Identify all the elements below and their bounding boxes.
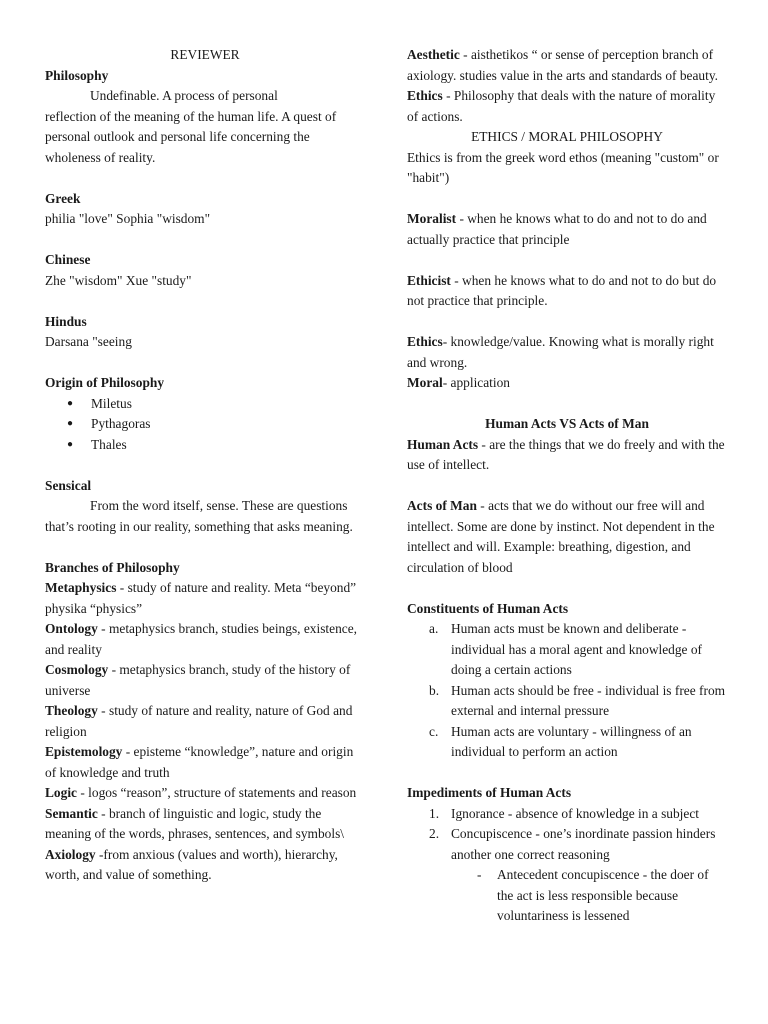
sensical-text: From the word itself, sense. These are questions that’s rooting in our reality, something that asks meaning. <box>45 498 353 534</box>
ethicist-entry: Ethicist - when he knows what to do and not to do but do not practice that principle. <box>407 272 717 308</box>
greek-heading: Greek <box>45 190 81 206</box>
branch-item: Axiology -from anxious (values and worth), hierarchy, worth, and value of something. <box>45 846 338 882</box>
greek-text: philia "love" Sophia "wisdom" <box>45 211 211 226</box>
list-item: c. Human acts are voluntary - willingness of an individual to perform an action <box>429 723 692 759</box>
branch-item: Logic - logos “reason”, structure of statements and reason <box>45 785 357 800</box>
human-acts-entry: Human Acts - are the things that we do freely and with the use of intellect. <box>407 436 725 472</box>
list-item: ● Pythagoras <box>45 414 365 435</box>
list-item: 1. Ignorance - absence of knowledge in a subject <box>429 805 699 821</box>
acts-title: Human Acts VS Acts of Man <box>485 416 649 431</box>
branch-item: Ontology - metaphysics branch, studies beings, existence, and reality <box>45 621 358 657</box>
constituents-heading: Constituents of Human Acts <box>407 600 569 616</box>
branch-item: Epistemology - episteme “knowledge”, nature and origin of knowledge and truth <box>45 744 354 780</box>
branch-item: Semantic - branch of linguistic and logic, study the meaning of the words, phrases, sentences, and symbols\ <box>45 805 344 841</box>
document-title: REVIEWER <box>170 47 240 62</box>
impediments-heading: Impediments of Human Acts <box>407 785 572 800</box>
list-item: a. Human acts must be known and deliberate - individual has a moral agent and knowledge of doing a certain actions <box>429 621 703 677</box>
list-item: ● Thales <box>45 435 365 456</box>
hindus-heading: Hindus <box>45 313 87 329</box>
branch-item: Metaphysics - study of nature and reality. Meta “beyond” physika “physics” <box>45 580 357 616</box>
branch-item: Cosmology - metaphysics branch, study of the history of universe <box>45 662 351 698</box>
bullet: ● <box>67 418 74 429</box>
hindus-text: Darsana "seeing <box>45 334 132 349</box>
branch-item: Theology - study of nature and reality, nature of God and religion <box>45 703 353 739</box>
moral-entry: Moral- application <box>407 375 511 390</box>
list-item: b. Human acts should be free - individual is free from external and internal pressure <box>429 682 726 718</box>
ethics-origin: Ethics is from the greek word ethos (meaning "custom" or "habit") <box>407 149 719 185</box>
chinese-heading: Chinese <box>45 252 91 267</box>
ethics-title: ETHICS / MORAL PHILOSOPHY <box>471 129 663 144</box>
chinese-text: Zhe "wisdom" Xue "study" <box>45 272 192 288</box>
sub-list-item: - Antecedent concupiscence - the doer of the act is less responsible because voluntariness is lessened <box>477 867 709 923</box>
philosophy-text-1: Undefinable. A process of personal <box>90 88 278 103</box>
left-column <box>45 45 365 886</box>
philosophy-text-2: reflection of the meaning of the human life. A quest of personal outlook and personal life concerning the wholeness of reality. <box>45 108 337 165</box>
ethics-entry: Ethics - Philosophy that deals with the nature of morality of actions. <box>407 88 716 124</box>
origin-heading: Origin of Philosophy <box>45 375 165 390</box>
bullet: ● <box>67 397 74 409</box>
origin-list <box>45 394 365 456</box>
acts-of-man-entry: Acts of Man - acts that we do without our free will and intellect. Some are done by instinct. Not dependent in the intellect and will. Example: breathing, digestion, and circulation of blood <box>407 498 715 575</box>
ethics-kv-entry: Ethics- knowledge/value. Knowing what is morally right and wrong. <box>407 334 714 370</box>
constituents-list <box>407 619 727 763</box>
list-item: 2. Concupiscence - one’s inordinate passion hinders another one correct reasoning <box>429 826 716 862</box>
list-item: ● Miletus <box>45 394 365 415</box>
bullet: ● <box>67 438 74 450</box>
sensical-heading: Sensical <box>45 477 92 493</box>
right-column <box>407 45 727 927</box>
impediments-list <box>407 804 727 866</box>
philosophy-heading: Philosophy <box>45 67 109 83</box>
branches-heading: Branches of Philosophy <box>45 559 180 575</box>
moralist-entry: Moralist - when he knows what to do and not to do and actually practice that principle <box>407 211 707 247</box>
aesthetic-entry: Aesthetic - aisthetikos “ or sense of perception branch of axiology. studies value in the arts and standards of beauty. <box>407 47 719 83</box>
